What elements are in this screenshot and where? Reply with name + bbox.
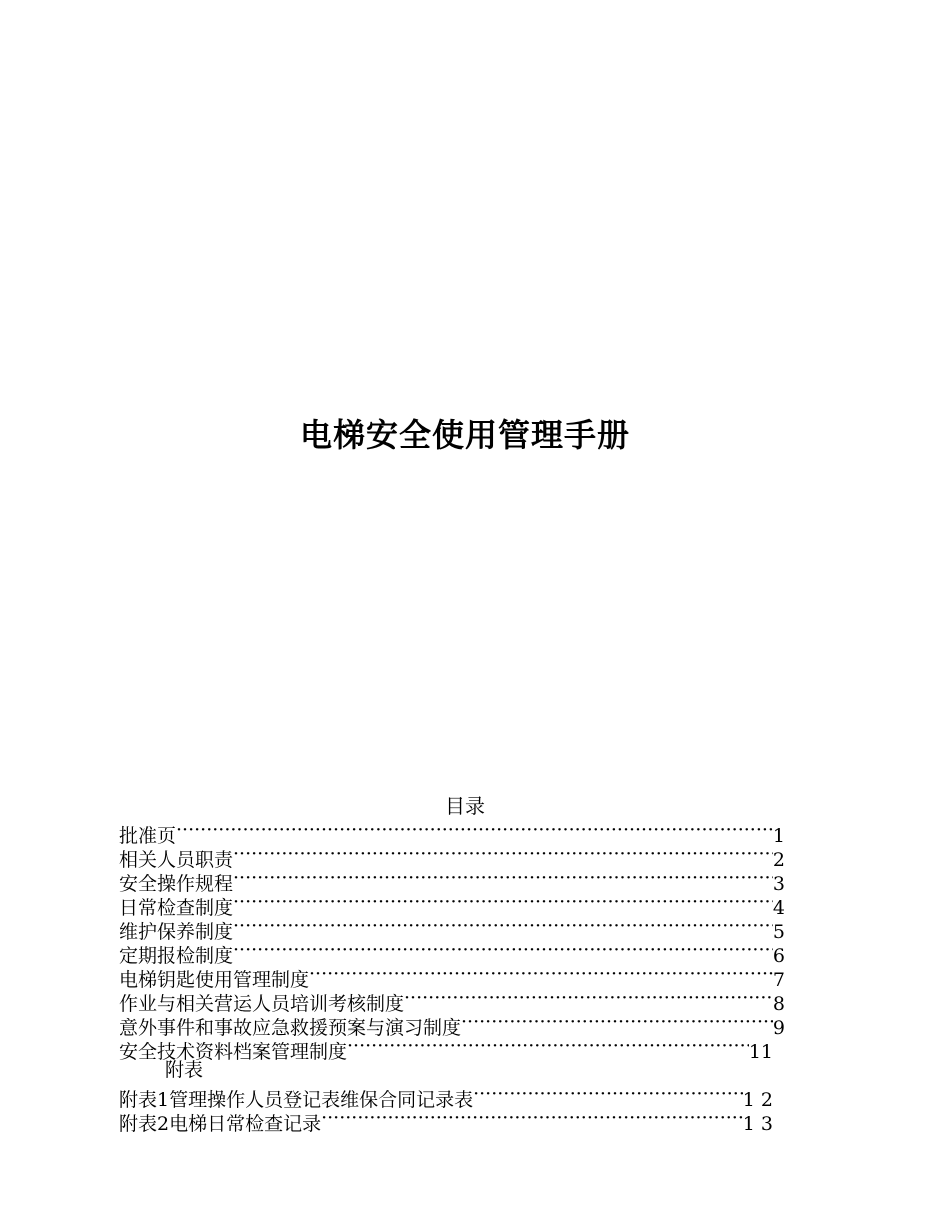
toc-entry[interactable]: [119, 842, 785, 871]
toc-entry-label: 日常检查制度: [119, 897, 234, 919]
toc-entry-label: 附表1管理操作人员登记表维保合同记录表: [119, 1089, 474, 1111]
toc-entry[interactable]: [119, 818, 785, 847]
toc-appendix-heading: 附表: [165, 1059, 204, 1081]
toc-entry-page: 7: [772, 969, 785, 991]
toc-leader-dots: [347, 1034, 749, 1058]
toc-leader-dots: [309, 962, 773, 986]
toc-leader-dots: [461, 1010, 773, 1034]
toc-leader-dots: [473, 1082, 743, 1106]
toc-entry-page: 6: [772, 945, 785, 967]
toc-entry-page: 2: [772, 849, 785, 871]
toc-entry-label: 安全操作规程: [119, 873, 234, 895]
toc-entry-page: 4: [772, 897, 785, 919]
toc-leader-dots: [404, 986, 773, 1010]
toc-leader-dots: [233, 842, 773, 866]
toc-entry-label: 安全技术资料档案管理制度: [119, 1041, 348, 1063]
toc-entry-label: 附表2电梯日常检查记录: [119, 1113, 322, 1135]
table-of-contents: [119, 818, 785, 1135]
toc-leader-dots: [233, 890, 773, 914]
toc-entry-page: 8: [772, 993, 785, 1015]
toc-leader-dots: [176, 818, 773, 842]
toc-heading: 目录: [445, 794, 485, 818]
toc-entry-page: 3: [772, 873, 785, 895]
toc-entry-page: 1: [772, 825, 785, 847]
toc-leader-dots: [233, 866, 773, 890]
toc-leader-dots: [233, 914, 773, 938]
toc-entry-page: 9: [772, 1017, 785, 1039]
toc-entry-page: 11: [748, 1041, 773, 1063]
toc-appendix-entry[interactable]: [119, 1082, 773, 1111]
toc-leader-dots: [233, 938, 773, 962]
toc-entry-page: 1 2: [742, 1089, 773, 1111]
toc-leader-dots: [321, 1106, 743, 1130]
toc-entry-label: 电梯钥匙使用管理制度: [119, 969, 310, 991]
toc-entry-label: 定期报检制度: [119, 945, 234, 967]
toc-entry-label: 维护保养制度: [119, 921, 234, 943]
document-title: 电梯安全使用管理手册: [299, 416, 630, 454]
toc-entry-label: 批准页: [119, 825, 177, 847]
toc-entry-page: 5: [772, 921, 785, 943]
toc-entry-label: 意外事件和事故应急救援预案与演习制度: [119, 1017, 462, 1039]
toc-entry-label: 相关人员职责: [119, 849, 234, 871]
toc-entry-label: 作业与相关营运人员培训考核制度: [119, 993, 405, 1015]
toc-entry-page: 1 3: [742, 1113, 773, 1135]
